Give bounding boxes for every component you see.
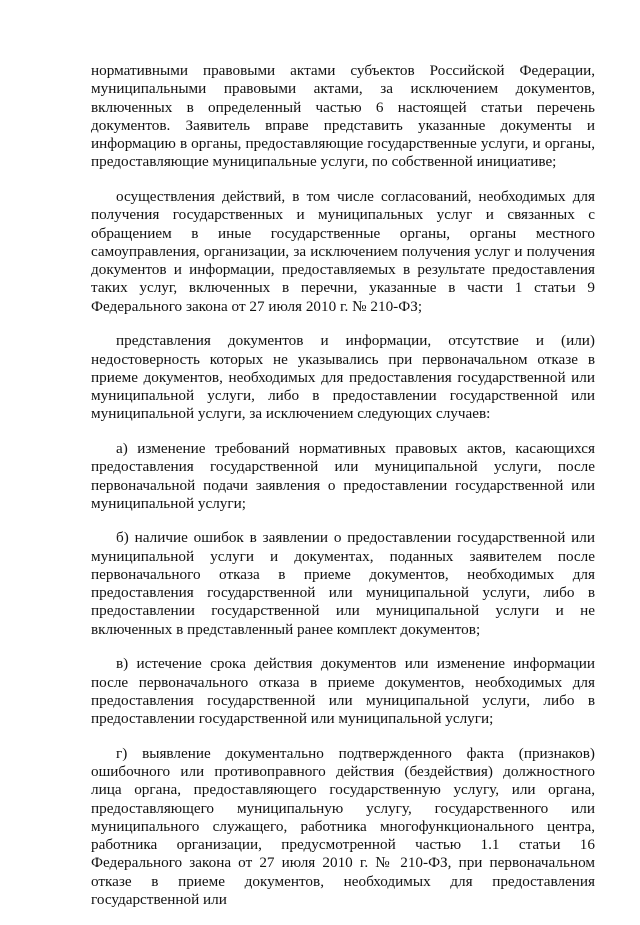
paragraph-6-item-v: в) истечение срока действия документов или изменение информации после первоначального отказа в приеме документов, необходимых для предоставления государственной или муниципальной услуги, либо в предоставлении государственной или муниципальной услуги; [91,655,595,728]
paragraph-2: осуществления действий, в том числе согласований, необходимых для получения государственных и муниципальных услуг и связанных с обращением в иные государственные органы, органы местного самоуправления, организации, за исключением получения услуг и получения документов и информации, предоставляемых в результате предоставления таких услуг, включенных в перечни, указанные в части 1 статьи 9 Федерального закона от 27 июля 2010 г. № 210-ФЗ; [91,187,595,315]
paragraph-4-item-a: а) изменение требований нормативных правовых актов, касающихся предоставления государственной или муниципальной услуги, после первоначальной подачи заявления о предоставлении государственной или муниципальной услуги; [91,439,595,512]
paragraph-3: представления документов и информации, отсутствие и (или) недостоверность которых не указывались при первоначальном отказе в приеме документов, необходимых для предоставления государственной или муниципальной услуги, либо в предоставлении государственной или муниципальной услуги, за исключением следующих случаев: [91,332,595,423]
paragraph-5-item-b: б) наличие ошибок в заявлении о предоставлении государственной или муниципальной услуги и документах, поданных заявителем после первоначального отказа в приеме документов, необходимых для предоставления государственной или муниципальной услуги, либо в предоставлении государственной или муниципальной услуги и не включенных в представленный ранее комплект документов; [91,529,595,638]
document-body [91,62,595,925]
paragraph-7-item-g: г) выявление документально подтвержденного факта (признаков) ошибочного или противоправного действия (бездействия) должностного лица органа, предоставляющего государственную услугу, или органа, предоставляющего муниципальную услугу, государственного или муниципального служащего, работника многофункционального центра, работника организации, предусмотренной частью 1.1 статьи 16 Федерального закона от 27 июля 2010 г. № 210-ФЗ, при первоначальном отказе в приеме документов, необходимых для предоставления государственной или [91,744,595,908]
paragraph-1: нормативными правовыми актами субъектов Российской Федерации, муниципальными правовыми актами, за исключением документов, включенных в определенный частью 6 настоящей статьи перечень документов. Заявитель вправе представить указанные документы и информацию в органы, предоставляющие государственные услуги, и органы, предоставляющие муниципальные услуги, по собственной инициативе; [91,62,595,171]
